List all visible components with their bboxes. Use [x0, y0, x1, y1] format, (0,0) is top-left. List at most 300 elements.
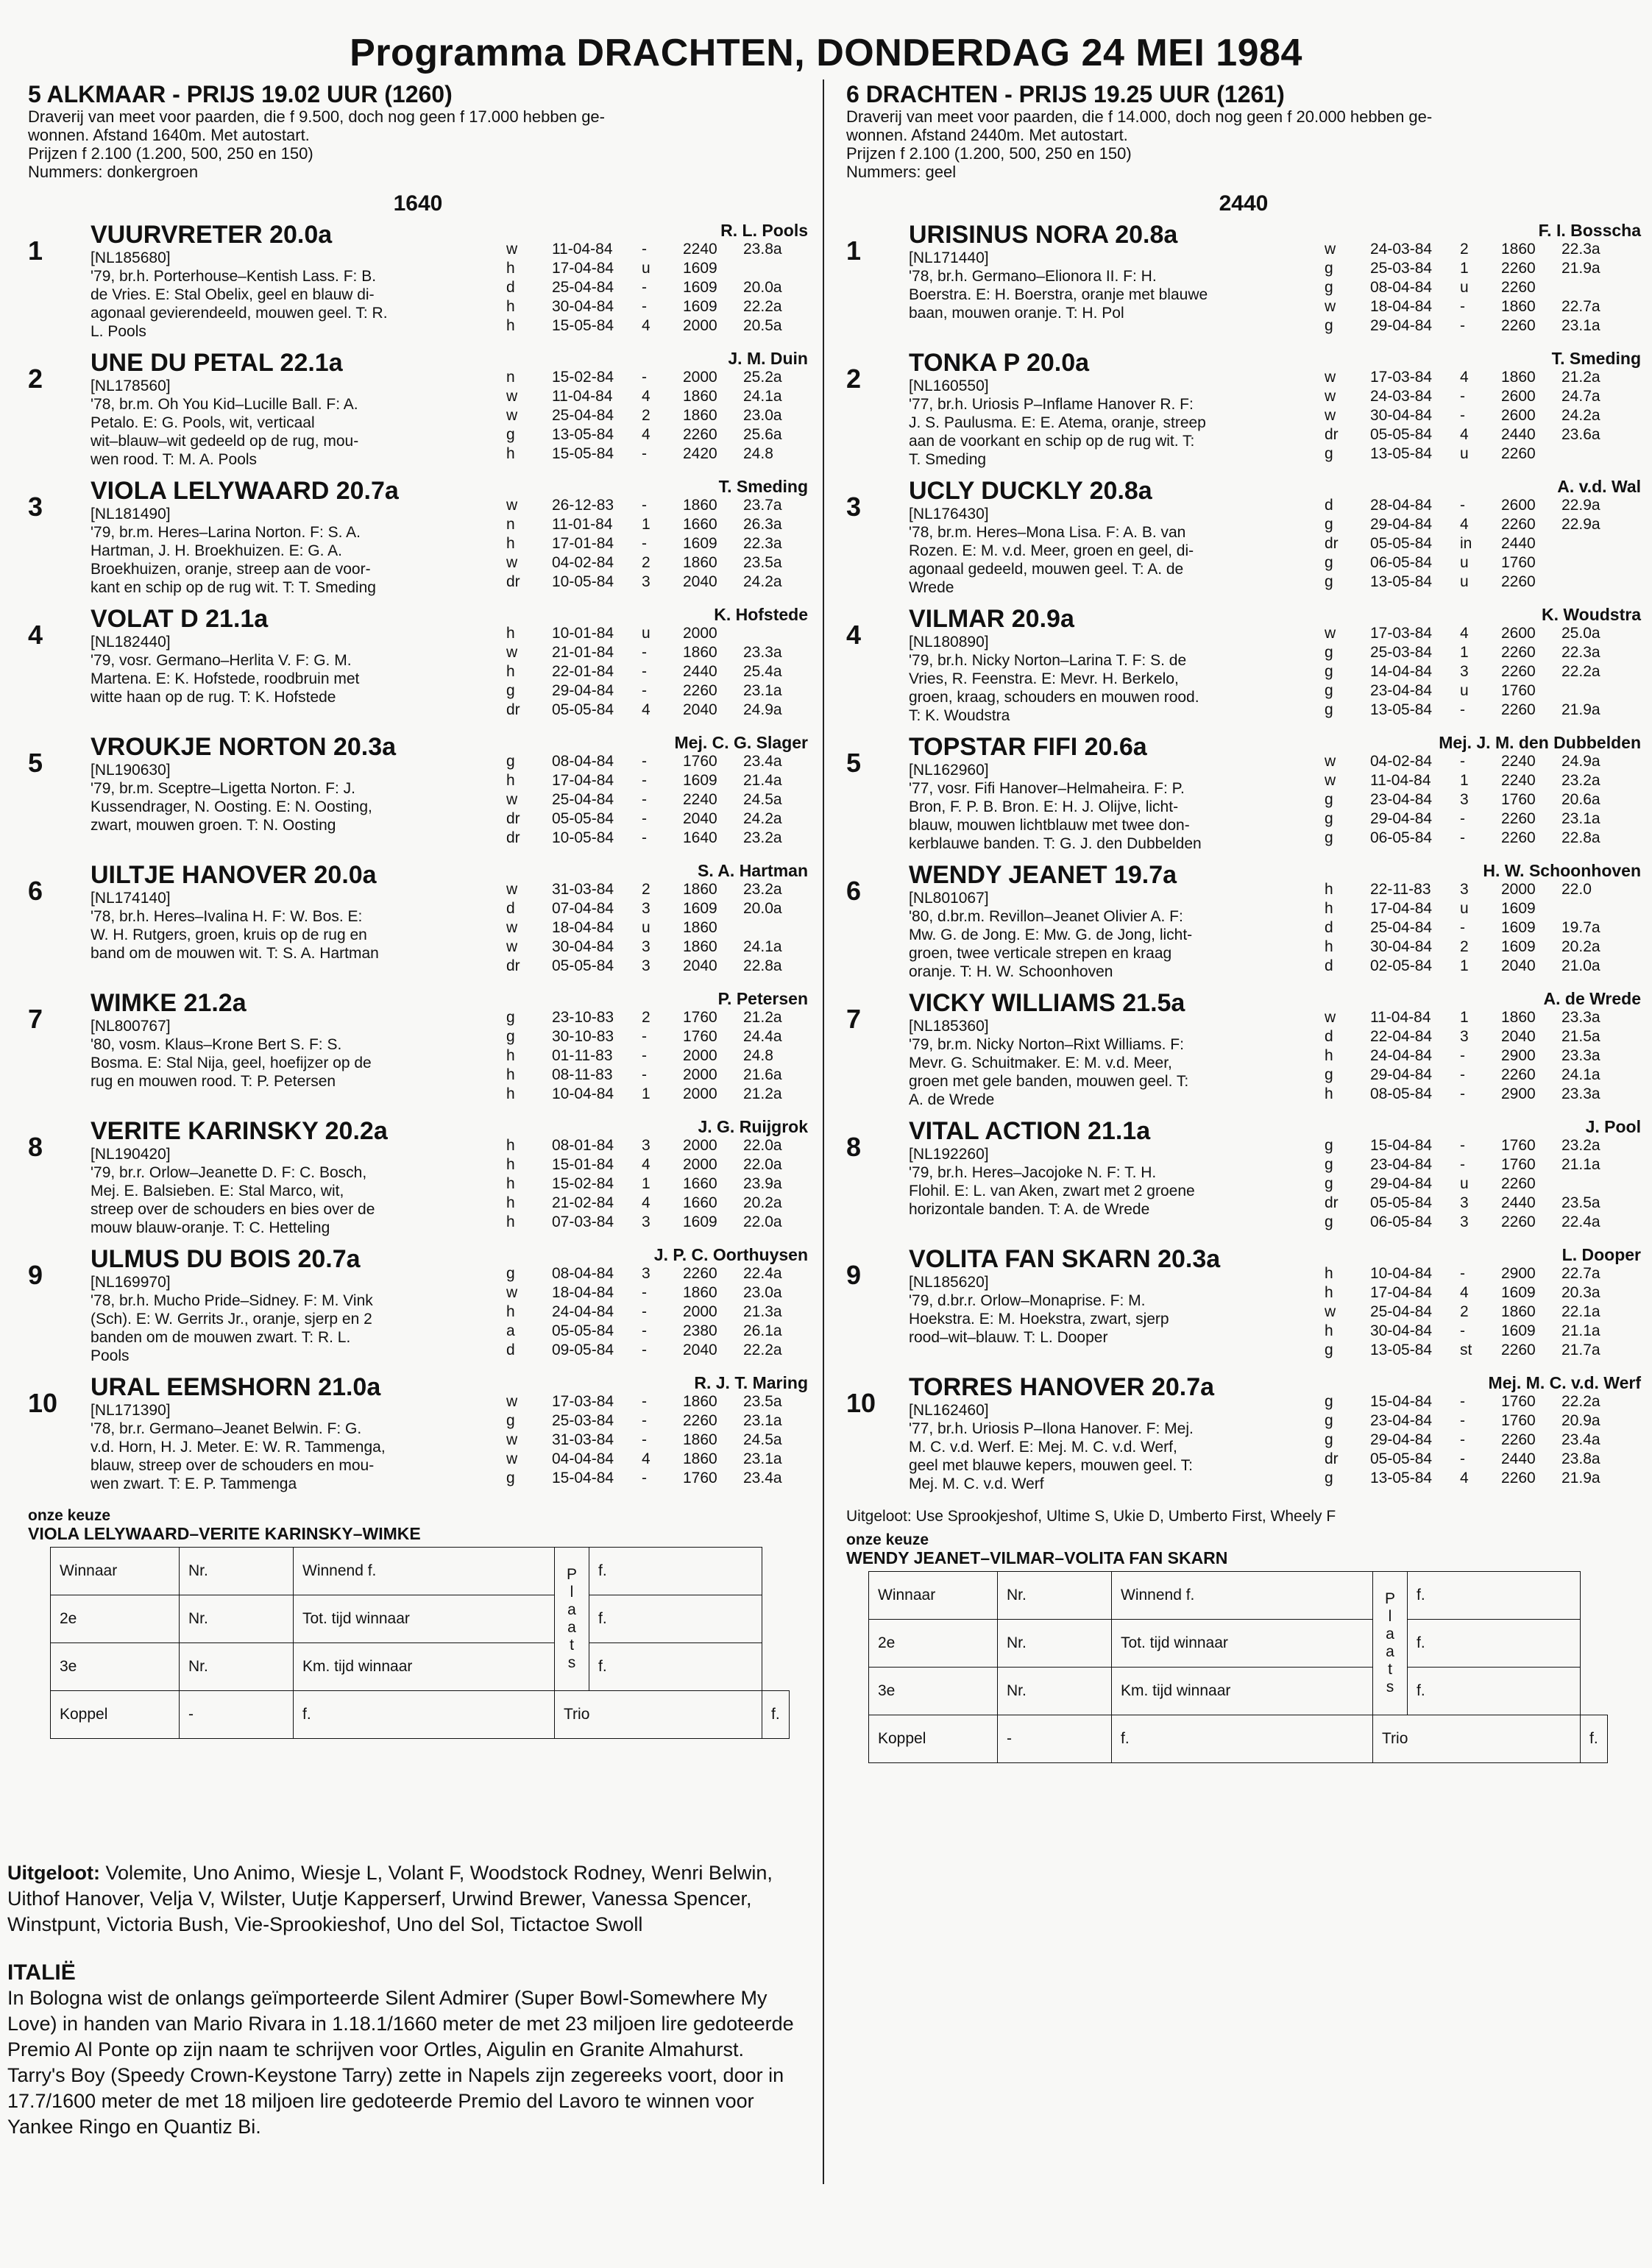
horse-number: 5 [846, 748, 862, 778]
start-distance: 2040 [1501, 1028, 1536, 1045]
start-time: 23.9a [743, 1175, 782, 1192]
start-track: h [506, 1085, 515, 1102]
start-distance: 2260 [683, 1412, 717, 1429]
start-track: h [506, 260, 515, 277]
start-distance: 1860 [683, 407, 717, 424]
horse-details-line: [NL185620] [909, 1274, 989, 1291]
start-track: h [506, 1156, 515, 1173]
start-distance: 2260 [1501, 260, 1536, 277]
start-distance: 1860 [683, 388, 717, 405]
plaats-label: P l a a t s [555, 1548, 589, 1691]
start-date: 05-05-84 [552, 957, 614, 974]
start-row [506, 899, 808, 918]
start-time: 23.5a [743, 1393, 782, 1410]
start-place: 2 [1460, 241, 1469, 258]
start-track: h [1325, 938, 1333, 955]
recent-starts [1325, 1392, 1626, 1488]
start-place: 4 [1460, 1284, 1469, 1301]
horse-number: 10 [846, 1388, 876, 1418]
start-distance: 2600 [1501, 497, 1536, 514]
start-time: 25.4a [743, 663, 782, 680]
start-date: 24-04-84 [1370, 1047, 1433, 1064]
start-track: dr [1325, 1450, 1339, 1467]
start-place: 1 [1460, 772, 1469, 789]
start-time: 22.2a [743, 298, 782, 315]
start-place: - [642, 1431, 647, 1448]
horse-entry [846, 1373, 1641, 1501]
horse-details-line: T: K. Woudstra [909, 707, 1010, 724]
start-place: 3 [642, 1137, 650, 1154]
horse-details-line: '77, vosr. Fifi Hanover–Helmaheira. F: P. [909, 780, 1185, 797]
start-distance: 2040 [683, 701, 717, 718]
start-place: - [1460, 919, 1465, 936]
start-track: n [506, 516, 515, 533]
start-date: 30-04-84 [1370, 407, 1433, 424]
start-distance: 2000 [683, 369, 717, 386]
start-time [743, 259, 808, 278]
start-track: g [1325, 682, 1333, 699]
horse-details-line: agonaal gedeeld, mouwen geel. T: A. de [909, 561, 1184, 578]
start-place: 4 [642, 1194, 650, 1211]
result-row [869, 1572, 1608, 1620]
horse-info [909, 1373, 1343, 1493]
onze-keuze-label: onze keuze [846, 1531, 929, 1548]
horse-info [909, 1117, 1343, 1219]
horse-details-line: wen rood. T: M. A. Pools [91, 451, 258, 468]
start-track: d [506, 279, 515, 296]
start-time: 24.2a [743, 573, 782, 590]
start-track: h [1325, 881, 1333, 898]
start-place: 1 [642, 1175, 650, 1192]
start-date: 25-04-84 [552, 791, 614, 808]
result-nr-label: Nr. [180, 1595, 294, 1643]
horse-number: 1 [28, 235, 43, 266]
start-track: g [506, 426, 515, 443]
start-track: w [506, 554, 518, 571]
start-time: 21.2a [743, 1009, 782, 1026]
start-row [506, 938, 808, 957]
start-track: w [506, 1431, 518, 1448]
start-place: - [642, 445, 647, 462]
start-place: 3 [1460, 1028, 1469, 1045]
horse-details-line: '79, br.m. Heres–Larina Norton. F: S. A. [91, 524, 361, 541]
start-time: 23.6a [1561, 426, 1600, 443]
horse-details-line: [NL171390] [91, 1402, 171, 1419]
start-row [1325, 425, 1626, 444]
horse-details-line: (Sch). E: W. Gerrits Jr., oranje, sjerp en 2 [91, 1311, 372, 1328]
start-place: u [1460, 573, 1469, 590]
start-date: 10-05-84 [552, 573, 614, 590]
start-row [506, 1392, 808, 1411]
start-track: h [1325, 1284, 1333, 1301]
start-date: 11-01-84 [552, 516, 613, 533]
start-distance: 2260 [683, 1265, 717, 1282]
start-date: 08-05-84 [1370, 1085, 1433, 1102]
horse-details-line: groen met gele banden, mouwen geel. T: [909, 1073, 1189, 1090]
horse-details-line: [NL190420] [91, 1146, 171, 1163]
start-distance: 2260 [1501, 516, 1536, 533]
onze-keuze [28, 1507, 808, 1542]
start-distance: 2000 [683, 625, 717, 642]
start-time [1561, 278, 1626, 297]
start-distance: 2260 [683, 426, 717, 443]
start-time: 21.9a [1561, 260, 1600, 277]
start-row [1325, 829, 1626, 848]
start-date: 07-04-84 [552, 900, 614, 917]
start-track: h [506, 1175, 515, 1192]
start-distance: 2260 [1501, 810, 1536, 827]
result-form-table [868, 1571, 1608, 1763]
start-track: g [1325, 1412, 1333, 1429]
horse-details-line: '77, br.h. Uriosis P–Ilona Hanover. F: Mej. [909, 1420, 1194, 1437]
horse-number: 4 [28, 620, 43, 650]
recent-starts [506, 880, 808, 976]
start-time: 21.2a [1561, 369, 1600, 386]
start-date: 22-11-83 [1370, 881, 1431, 898]
horse-details-line: band om de mouwen wit. T: S. A. Hartman [91, 945, 379, 962]
start-row [1325, 662, 1626, 681]
start-date: 17-04-84 [552, 260, 614, 277]
start-time: 22.4a [1561, 1213, 1600, 1230]
start-track: g [506, 1028, 515, 1045]
start-date: 24-03-84 [1370, 241, 1433, 258]
recent-starts [1325, 1136, 1626, 1232]
horse-info [909, 477, 1343, 597]
start-date: 04-02-84 [552, 554, 614, 571]
start-row [1325, 1008, 1626, 1027]
start-date: 05-05-84 [1370, 1450, 1433, 1467]
start-track: dr [506, 829, 520, 846]
horse-info [91, 477, 525, 597]
start-place: u [1460, 1175, 1469, 1192]
start-row [1325, 957, 1626, 976]
result-field-label: Km. tijd winnaar [1112, 1668, 1373, 1715]
horse-details-line: mouw blauw-oranje. T: C. Hetteling [91, 1219, 330, 1236]
start-date: 28-04-84 [1370, 497, 1433, 514]
start-place: - [642, 369, 647, 386]
result-amount: f. [589, 1643, 762, 1691]
start-date: 24-04-84 [552, 1303, 614, 1320]
start-row [1325, 573, 1626, 592]
start-row [1325, 1194, 1626, 1213]
start-date: 30-10-83 [552, 1028, 614, 1045]
start-row [506, 643, 808, 662]
horse-name: VITAL ACTION 21.1a [909, 1117, 1151, 1145]
horse-details-line: geel met blauwe kepers, mouwen geel. T: [909, 1457, 1193, 1474]
start-time: 26.1a [743, 1322, 782, 1339]
start-date: 04-02-84 [1370, 753, 1433, 770]
start-distance: 1860 [1501, 241, 1536, 258]
start-distance: 1660 [683, 516, 717, 533]
start-row [506, 1027, 808, 1046]
start-distance: 2600 [1501, 625, 1536, 642]
start-place: - [642, 1412, 647, 1429]
start-place: u [1460, 445, 1469, 462]
start-date: 05-05-84 [552, 701, 614, 718]
start-track: h [506, 625, 515, 642]
horse-name: TOPSTAR FIFI 20.6a [909, 733, 1147, 761]
horse-details-line: baan, mouwen oranje. T: H. Pol [909, 305, 1124, 322]
start-track: g [1325, 260, 1333, 277]
start-row [1325, 240, 1626, 259]
horse-driver: R. J. T. Maring [694, 1373, 808, 1392]
start-row [1325, 880, 1626, 899]
start-date: 13-05-84 [552, 426, 614, 443]
start-distance: 1860 [683, 1450, 717, 1467]
start-row [506, 809, 808, 829]
recent-starts [1325, 880, 1626, 976]
horse-details-line: Kussendrager, N. Oosting. E: N. Oosting, [91, 798, 372, 815]
start-time: 22.2a [1561, 1393, 1600, 1410]
start-distance: 1860 [683, 554, 717, 571]
start-time: 23.2a [743, 881, 782, 898]
recent-starts [506, 368, 808, 464]
recent-starts [1325, 1008, 1626, 1104]
horse-details-line: blauw, streep over de schouders en mou- [91, 1457, 375, 1474]
start-place: 3 [1460, 881, 1469, 898]
start-date: 11-04-84 [1370, 772, 1431, 789]
recent-starts [1325, 624, 1626, 720]
bottom-section [7, 1860, 802, 2140]
start-row [506, 1264, 808, 1283]
start-time: 21.2a [743, 1085, 782, 1102]
horse-number: 8 [28, 1132, 43, 1162]
result-place-label: Winnaar [51, 1548, 180, 1595]
horse-driver: S. A. Hartman [698, 861, 808, 880]
start-track: d [1325, 1028, 1333, 1045]
start-place: st [1460, 1342, 1472, 1358]
start-row [506, 1174, 808, 1194]
start-row [506, 1303, 808, 1322]
start-track: h [506, 1047, 515, 1064]
horse-driver: A. v.d. Wal [1557, 477, 1641, 496]
start-distance: 2900 [1501, 1047, 1536, 1064]
start-row [506, 1066, 808, 1085]
start-place: - [642, 682, 647, 699]
horse-details-line: '78, br.r. Germano–Jeanet Belwin. F: G. [91, 1420, 362, 1437]
koppel-dash: - [998, 1715, 1112, 1763]
start-place: - [1460, 701, 1465, 718]
start-place: - [1460, 1450, 1465, 1467]
race-conditions-line: Prijzen f 2.100 (1.200, 500, 250 en 150) [28, 144, 313, 163]
horse-name: TONKA P 20.0a [909, 349, 1090, 377]
start-place: 3 [1460, 663, 1469, 680]
horse-info [91, 605, 525, 706]
horse-info [909, 605, 1343, 725]
start-date: 29-04-84 [1370, 516, 1433, 533]
horse-driver: Mej. M. C. v.d. Werf [1488, 1373, 1641, 1392]
start-track: a [506, 1322, 515, 1339]
start-row [1325, 278, 1626, 297]
start-time: 20.5a [743, 317, 782, 334]
horse-details-line: '79, br.m. Sceptre–Ligetta Norton. F: J. [91, 780, 356, 797]
start-time: 24.1a [743, 388, 782, 405]
race-conditions-line: Nummers: donkergroen [28, 163, 199, 181]
horse-name: VUURVRETER 20.0a [91, 221, 333, 249]
start-distance: 1860 [683, 644, 717, 661]
horse-name: WIMKE 21.2a [91, 989, 247, 1017]
horse-info [91, 1373, 525, 1493]
start-row [506, 278, 808, 297]
start-row [1325, 515, 1626, 534]
result-amount: f. [589, 1595, 762, 1643]
start-date: 22-01-84 [552, 663, 614, 680]
horse-details-line: Broekhuizen, oranje, streep aan de voor- [91, 561, 371, 578]
start-date: 26-12-83 [552, 497, 614, 514]
horse-entry [28, 861, 808, 989]
start-track: d [506, 900, 515, 917]
start-track: h [1325, 1322, 1333, 1339]
koppel-label: Koppel [51, 1691, 180, 1739]
onze-keuze-picks: VIOLA LELYWAARD–VERITE KARINSKY–WIMKE [28, 1524, 421, 1543]
onze-keuze-label: onze keuze [28, 1507, 111, 1524]
start-time: 23.2a [743, 829, 782, 846]
horse-driver: R. L. Pools [720, 221, 808, 240]
start-distance: 1860 [683, 497, 717, 514]
horse-name: URISINUS NORA 20.8a [909, 221, 1178, 249]
horse-name: VOLITA FAN SKARN 20.3a [909, 1245, 1221, 1273]
start-time: 22.9a [1561, 497, 1600, 514]
start-distance: 2440 [683, 663, 717, 680]
start-date: 08-04-84 [552, 1265, 614, 1282]
start-place: - [1460, 1322, 1465, 1339]
start-date: 17-04-84 [1370, 1284, 1433, 1301]
horse-details-line: '79, br.h. Nicky Norton–Larina T. F: S. de [909, 652, 1187, 669]
start-date: 05-05-84 [1370, 426, 1433, 443]
start-date: 17-04-84 [1370, 900, 1433, 917]
horse-details-line: [NL180890] [909, 634, 989, 651]
start-track: n [506, 369, 515, 386]
start-track: h [506, 298, 515, 315]
horse-details-line: '79, br.r. Orlow–Jeanette D. F: C. Bosch, [91, 1164, 367, 1181]
start-date: 21-02-84 [552, 1194, 614, 1211]
start-track: g [1325, 1342, 1333, 1358]
start-track: g [506, 1265, 515, 1282]
start-time: 21.0a [1561, 957, 1600, 974]
start-track: w [506, 791, 518, 808]
start-date: 17-03-84 [1370, 369, 1433, 386]
horse-details-line: T. Smeding [909, 451, 987, 468]
start-row [506, 624, 808, 643]
start-distance: 1860 [683, 881, 717, 898]
start-row [506, 1450, 808, 1469]
start-date: 17-03-84 [552, 1393, 614, 1410]
horse-details-line: '78, br.m. Oh You Kid–Lucille Ball. F: A. [91, 396, 358, 413]
start-place: u [642, 260, 650, 277]
start-row [1325, 259, 1626, 278]
start-distance: 2040 [1501, 957, 1536, 974]
start-date: 15-02-84 [552, 369, 614, 386]
start-track: w [506, 1450, 518, 1467]
result-place-label: 3e [869, 1668, 998, 1715]
start-date: 01-11-83 [552, 1047, 613, 1064]
start-distance: 2000 [683, 1303, 717, 1320]
start-place: 1 [1460, 644, 1469, 661]
start-distance: 1760 [683, 1009, 717, 1026]
start-date: 05-05-84 [552, 810, 614, 827]
horse-info [909, 861, 1343, 981]
race-conditions-line: Nummers: geel [846, 163, 957, 181]
start-distance: 1860 [683, 1431, 717, 1448]
result-nr-label: Nr. [998, 1668, 1112, 1715]
start-place: - [642, 663, 647, 680]
horse-info [91, 221, 525, 341]
start-row [1325, 681, 1626, 701]
start-row [1325, 444, 1626, 464]
start-row [1325, 1450, 1626, 1469]
start-time: 25.0a [1561, 625, 1600, 642]
result-amount: f. [589, 1548, 762, 1595]
horse-info [909, 989, 1343, 1109]
start-time: 20.2a [1561, 938, 1600, 955]
start-place: 4 [642, 317, 650, 334]
start-track: g [1325, 663, 1333, 680]
start-place: - [1460, 753, 1465, 770]
start-place: - [1460, 1085, 1465, 1102]
start-track: dr [1325, 1194, 1339, 1211]
horse-details-line: [NL185360] [909, 1018, 989, 1035]
italie-text: In Bologna wist de onlangs geïmporteerde Silent Admirer (Super Bowl-Somewhere My Love) in handen van Mario Rivara in 1.18.1/1660 meter de met 23 miljoen lire gedoteerde Premio Al Ponte op zijn naam te schrijven voor Ortles, Aigulin en Granite Almahurst. Tarry's Boy (Speedy Crown-Keystone Tarry) zette in Napels zijn zegereeks voort, door in 17.7/1600 meter de met 18 miljoen lire gedoteerde Premio del Lavoro te winnen voor Yankee Ringo en Quantiz Bi. [7, 1987, 794, 2138]
start-distance: 1760 [683, 1028, 717, 1045]
race-6-column [846, 81, 1641, 1763]
start-place: 4 [1460, 369, 1469, 386]
start-distance: 2260 [1501, 1175, 1536, 1192]
race-conditions-line: Draverij van meet voor paarden, die f 9.500, doch nog geen f 17.000 hebben ge- [28, 107, 605, 126]
horse-details-line: rood–wit–blauw. T: L. Dooper [909, 1329, 1108, 1346]
start-date: 08-11-83 [552, 1066, 613, 1083]
start-track: h [506, 1303, 515, 1320]
start-distance: 1609 [1501, 900, 1536, 917]
start-time: 24.5a [743, 1431, 782, 1448]
horse-name: UILTJE HANOVER 20.0a [91, 861, 377, 889]
start-time: 22.4a [743, 1265, 782, 1282]
start-row [506, 752, 808, 771]
race-title: 5 ALKMAAR - PRIJS 19.02 UUR (1260) [28, 81, 453, 107]
horse-entry [28, 1117, 808, 1245]
start-date: 25-04-84 [552, 407, 614, 424]
start-track: w [1325, 625, 1336, 642]
trio-label: Trio [1373, 1715, 1581, 1763]
horse-number: 6 [846, 876, 862, 906]
start-place: 3 [1460, 1213, 1469, 1230]
start-distance: 2040 [683, 573, 717, 590]
start-track: g [1325, 1137, 1333, 1154]
start-place: 1 [642, 1085, 650, 1102]
start-time: 21.9a [1561, 701, 1600, 718]
start-row [506, 1194, 808, 1213]
start-place: u [1460, 900, 1469, 917]
horse-details-line: Rozen. E: M. v.d. Meer, groen en geel, di- [909, 542, 1194, 559]
recent-starts [1325, 752, 1626, 848]
horse-details-line: [NL160550] [909, 378, 989, 394]
start-row [506, 406, 808, 425]
start-track: h [506, 1194, 515, 1211]
start-date: 13-05-84 [1370, 1470, 1433, 1486]
result-field-label: Tot. tijd winnaar [294, 1595, 555, 1643]
start-place: - [642, 753, 647, 770]
start-date: 05-05-84 [1370, 1194, 1433, 1211]
start-distance: 2240 [683, 791, 717, 808]
race-distance: 1640 [393, 191, 443, 216]
start-row [1325, 1264, 1626, 1283]
result-form-table [50, 1547, 790, 1739]
start-row [506, 1046, 808, 1066]
race-5-column [28, 81, 808, 1739]
start-place: - [1460, 1431, 1465, 1448]
start-date: 29-04-84 [1370, 1175, 1433, 1192]
start-track: h [1325, 1085, 1333, 1102]
start-distance: 2380 [683, 1322, 717, 1339]
